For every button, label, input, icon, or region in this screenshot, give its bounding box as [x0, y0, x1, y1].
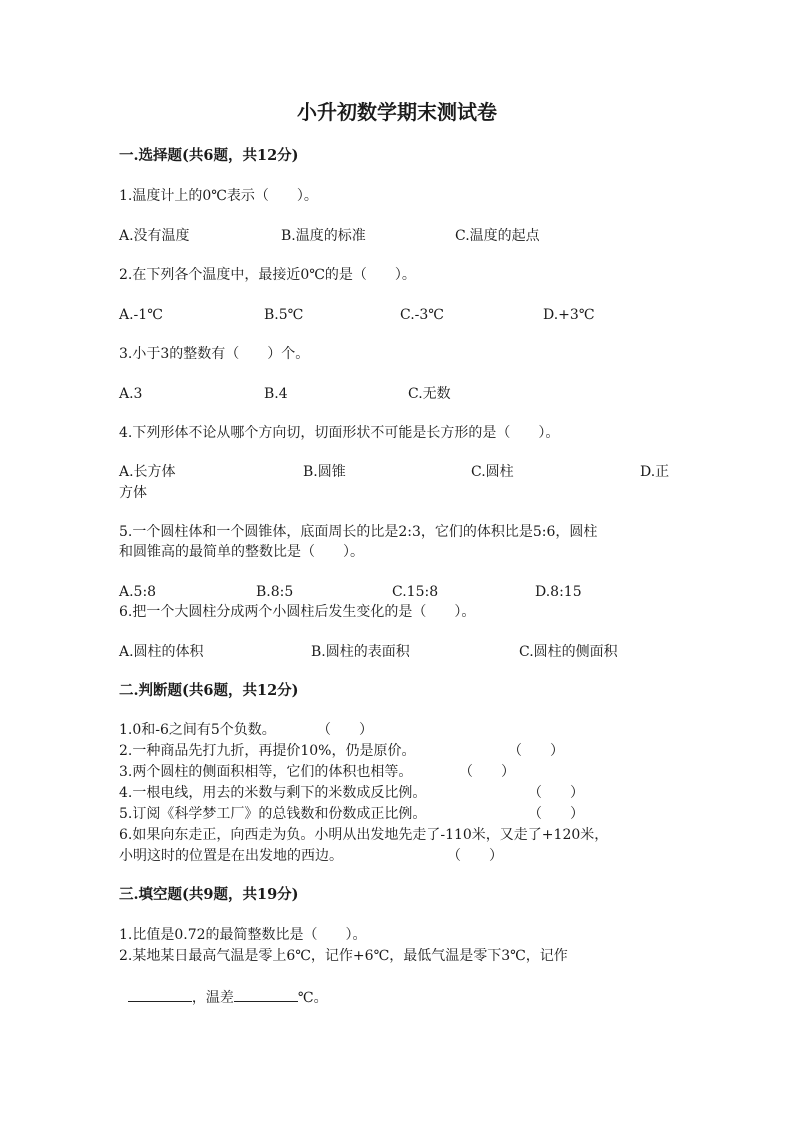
option: B.圆锥 — [303, 464, 346, 480]
option: B.温度的标准 — [281, 228, 366, 244]
option: D.8:15 — [535, 584, 582, 600]
option: D.+3℃ — [543, 307, 595, 323]
option: A.长方体 — [119, 464, 176, 480]
statement: 5.订阅《科学梦工厂》的总钱数和份数成正比例。 — [119, 806, 427, 822]
section-heading-judge: 二.判断题(共6题，共12分) — [119, 682, 299, 699]
question-stem: 5.一个圆柱体和一个圆锥体，底面周长的比是2:3，它们的体积比是5:6，圆柱 — [119, 524, 598, 540]
fill-question: 1.比值是0.72的最简整数比是（ ）。 — [119, 927, 367, 943]
option: D.正 — [640, 464, 670, 480]
option: C.无数 — [408, 386, 451, 402]
option: A.-1℃ — [119, 307, 163, 323]
statement: 4.一根电线，用去的米数与剩下的米数成反比例。 — [119, 785, 427, 801]
question-stem: 4.下列形体不论从哪个方向切，切面形状不可能是长方形的是（ ）。 — [119, 425, 560, 441]
fill-blank[interactable] — [128, 987, 192, 1002]
answer-paren: （ ） — [459, 764, 515, 780]
answer-paren: （ ） — [528, 806, 584, 822]
option: A.5:8 — [119, 584, 157, 600]
fill-blank[interactable] — [234, 987, 298, 1002]
question-stem: 6.把一个大圆柱分成两个小圆柱后发生变化的是（ ）。 — [119, 604, 476, 620]
answer-paren: （ ） — [508, 743, 564, 759]
answer-paren: （ ） — [528, 785, 584, 801]
option: A.3 — [119, 386, 143, 402]
answer-paren: （ ） — [317, 722, 373, 738]
answer-paren: （ ） — [447, 848, 503, 864]
fill-text: ，温差 — [191, 990, 234, 1006]
question-stem: 2.在下列各个温度中，最接近0℃的是（ ）。 — [119, 267, 416, 283]
fill-question-line2 — [119, 967, 328, 1008]
option-continuation: 方体 — [119, 485, 147, 501]
statement: 小明这时的位置是在出发地的西边。 — [119, 848, 343, 864]
option: A.没有温度 — [119, 228, 190, 244]
statement: 1.0和-6之间有5个负数。 — [119, 722, 276, 738]
question-stem: 1.温度计上的0℃表示（ ）。 — [119, 188, 318, 204]
option: B.圆柱的表面积 — [311, 644, 410, 660]
question-stem: 和圆锥高的最简单的整数比是（ ）。 — [119, 544, 364, 560]
page-title: 小升初数学期末测试卷 — [297, 100, 497, 124]
section-heading-fill: 三.填空题(共9题，共19分) — [119, 886, 299, 903]
fill-question: 2.某地某日最高气温是零上6℃，记作+6℃，最低气温是零下3℃，记作 — [119, 948, 568, 964]
option: C.15:8 — [392, 584, 439, 600]
option: B.8:5 — [256, 584, 294, 600]
section-heading-choice: 一.选择题(共6题，共12分) — [119, 147, 299, 164]
option: C.圆柱的侧面积 — [519, 644, 618, 660]
question-stem: 3.小于3的整数有（ ）个。 — [119, 346, 310, 362]
statement: 3.两个圆柱的侧面积相等，它们的体积也相等。 — [119, 764, 413, 780]
statement: 2.一种商品先打九折，再提价10%，仍是原价。 — [119, 743, 416, 759]
option: C.-3℃ — [400, 307, 444, 323]
statement: 6.如果向东走正，向西走为负。小明从出发地先走了-110米，又走了+120米， — [119, 827, 609, 843]
option: C.温度的起点 — [455, 228, 540, 244]
option: A.圆柱的体积 — [119, 644, 204, 660]
option: B.5℃ — [264, 307, 304, 323]
option: B.4 — [264, 386, 288, 402]
option: C.圆柱 — [471, 464, 514, 480]
fill-text: ℃。 — [297, 990, 328, 1006]
